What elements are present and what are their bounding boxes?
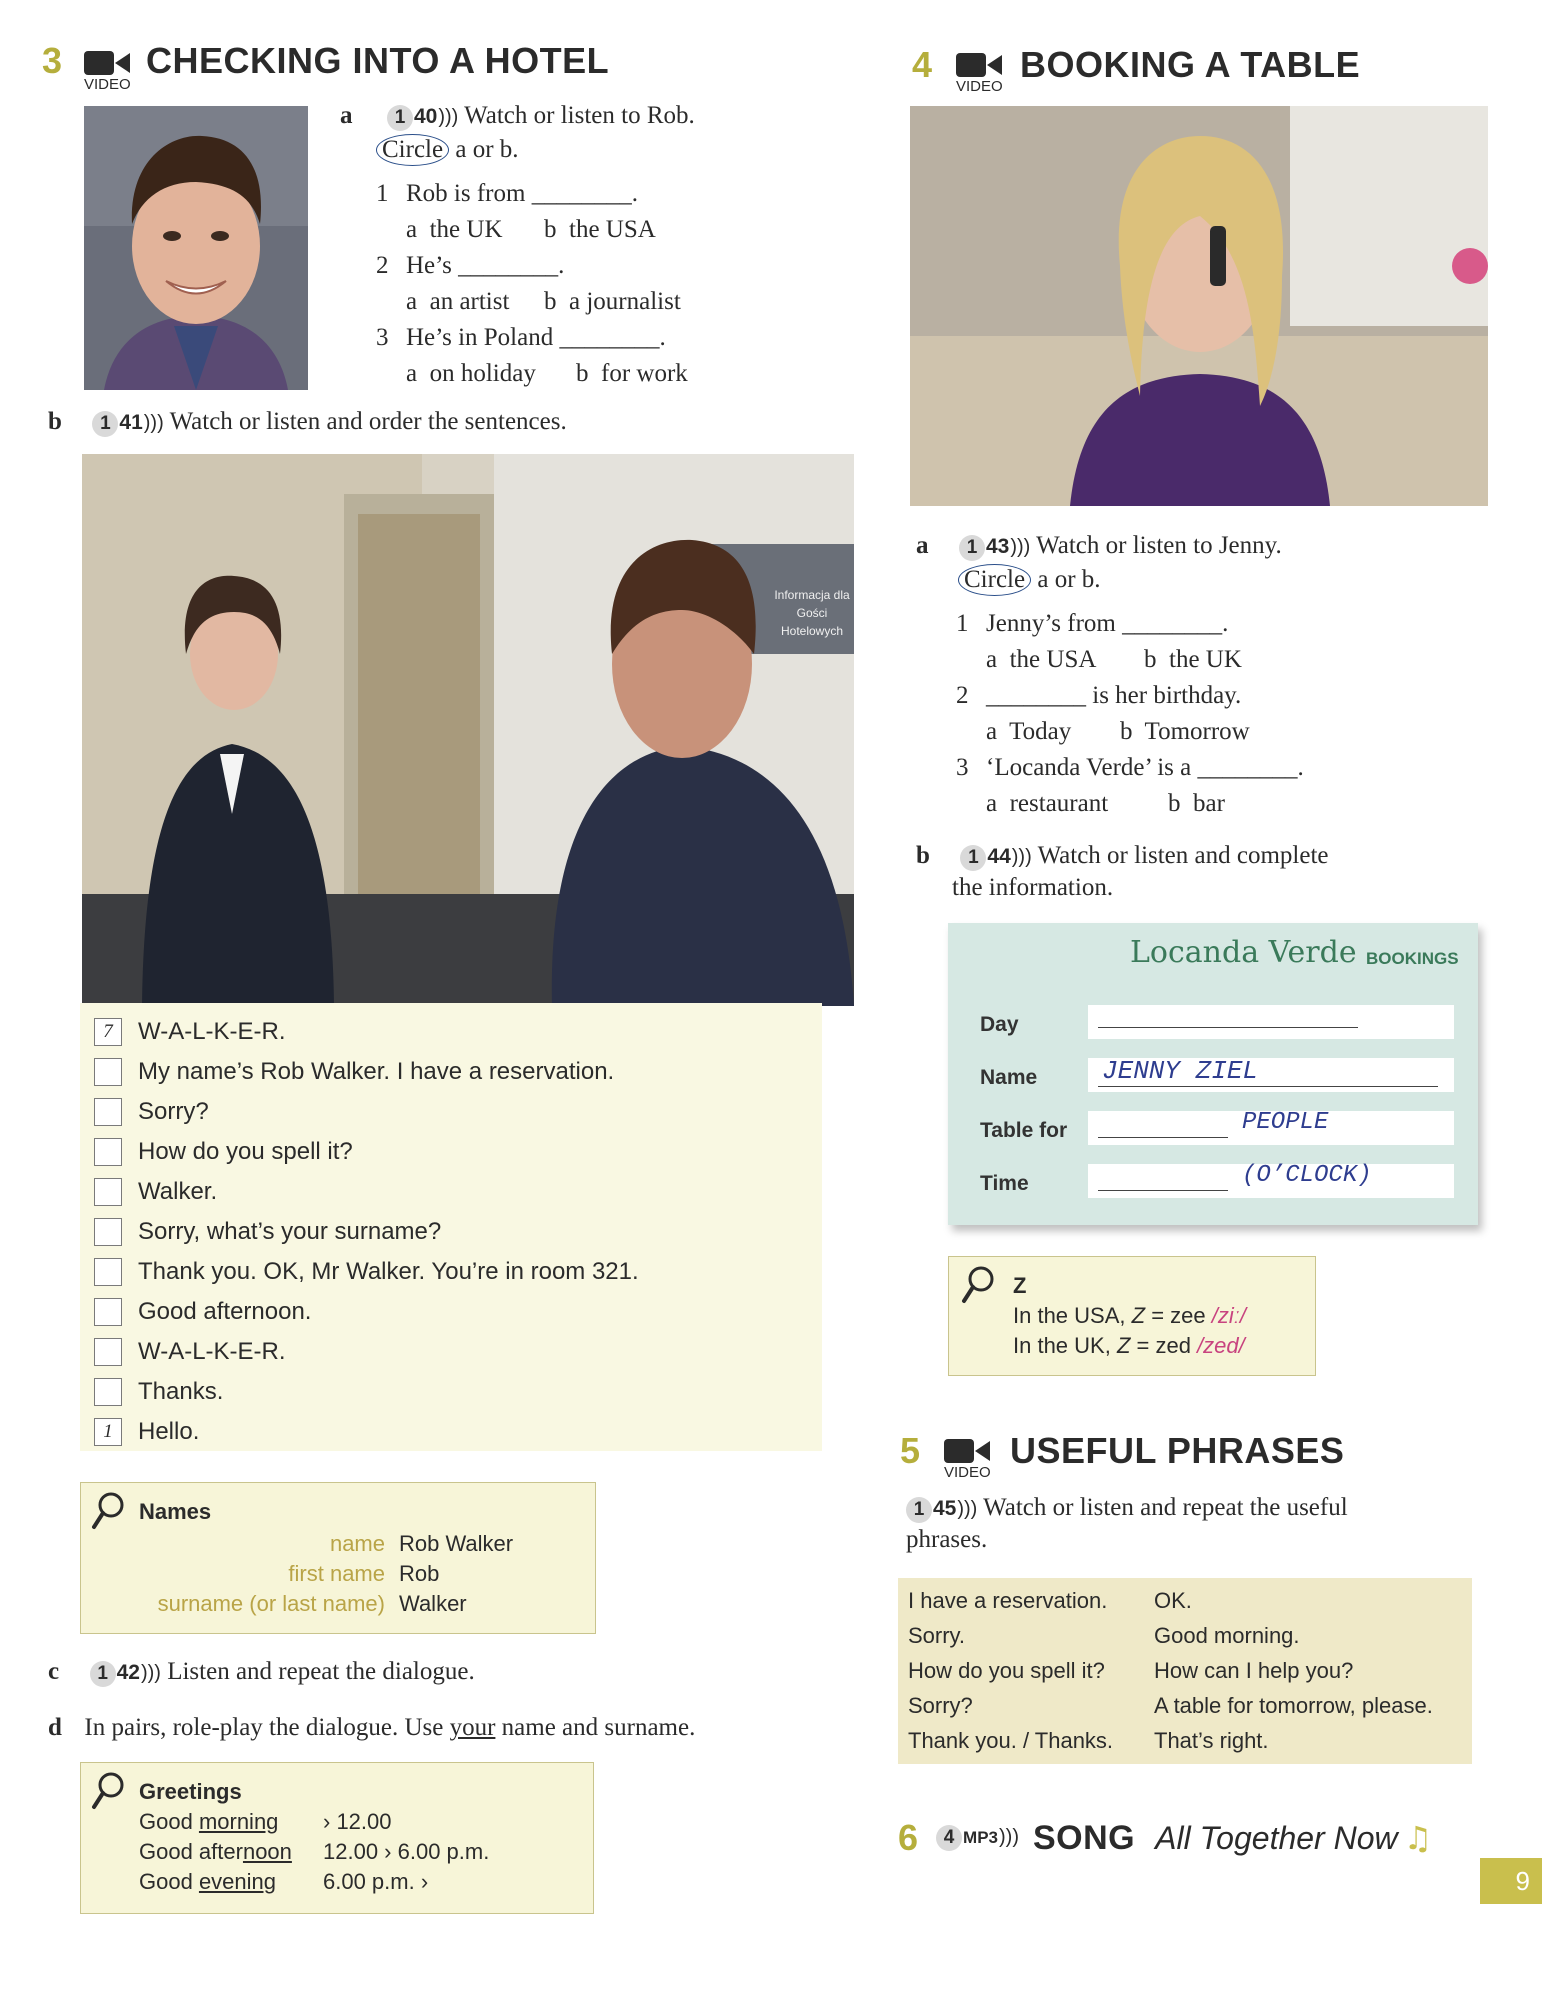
sign-line: Hotelowych xyxy=(780,624,844,638)
option-b[interactable]: b Tomorrow xyxy=(1120,718,1250,745)
phrase-right: A table for tomorrow, please. xyxy=(1154,1693,1433,1718)
note-title: Names xyxy=(139,1499,212,1524)
exercise-4a xyxy=(916,528,1282,565)
phrase-right: That’s right. xyxy=(1154,1728,1269,1753)
exercise-letter: b xyxy=(48,408,62,435)
order-checkbox[interactable] xyxy=(94,1298,122,1326)
day-field[interactable] xyxy=(1088,1005,1454,1039)
audio-waves-icon: ))) xyxy=(999,1826,1019,1848)
track-number: 43 xyxy=(986,535,1010,558)
greeting-underlined: noon xyxy=(242,1839,292,1864)
audio-waves-icon: ))) xyxy=(438,106,459,128)
question-list xyxy=(956,606,1376,822)
greeting-time: 6.00 p.m. › xyxy=(323,1869,429,1894)
section-5-number: 5 xyxy=(900,1430,921,1471)
order-checkbox[interactable] xyxy=(94,1338,122,1366)
order-item xyxy=(94,1014,286,1050)
names-label: first name xyxy=(288,1561,385,1586)
order-text: Thanks. xyxy=(138,1378,224,1405)
question-number: 1 xyxy=(956,610,969,637)
greeting-pre: Good after xyxy=(139,1839,243,1864)
order-text: Hello. xyxy=(138,1418,200,1445)
order-text: Sorry? xyxy=(138,1098,209,1125)
order-checkbox[interactable]: 7 xyxy=(94,1018,122,1046)
order-item xyxy=(94,1094,209,1130)
z-uk-line xyxy=(1013,1333,1245,1359)
order-item xyxy=(94,1334,286,1370)
music-note-icon: ♫ xyxy=(1403,1819,1433,1857)
magnifier-icon xyxy=(961,1265,995,1305)
circle-rest: a or b. xyxy=(1037,566,1101,593)
audio-track-badge[interactable] xyxy=(92,405,163,441)
track-number: 42 xyxy=(116,1661,140,1684)
exercise-letter: a xyxy=(340,102,353,129)
names-value: Rob xyxy=(399,1561,440,1586)
instruction: Watch or listen and repeat the useful xyxy=(983,1494,1348,1521)
track-number: 44 xyxy=(987,845,1011,868)
phrase-right: Good morning. xyxy=(1154,1623,1300,1648)
order-item xyxy=(94,1174,217,1210)
song-name: All Together Now xyxy=(1155,1819,1398,1856)
exercise-letter: a xyxy=(916,532,929,559)
exercise-letter: d xyxy=(48,1714,62,1741)
field-label: Day xyxy=(980,1013,1019,1036)
audio-waves-icon: ))) xyxy=(143,412,164,434)
order-checkbox[interactable] xyxy=(94,1098,122,1126)
exercise-letter: b xyxy=(916,842,930,869)
field-label: Table for xyxy=(980,1119,1068,1142)
track-number: 41 xyxy=(119,411,143,434)
question-text: ‘Locanda Verde’ is a ________. xyxy=(986,754,1304,781)
z-note xyxy=(948,1256,1316,1376)
order-checkbox[interactable] xyxy=(94,1378,122,1406)
order-text: W-A-L-K-E-R. xyxy=(138,1018,286,1045)
exercise-3a xyxy=(340,98,695,135)
time-suffix: (O’CLOCK) xyxy=(1242,1162,1372,1189)
video-label: VIDEO xyxy=(84,76,131,93)
question-number: 1 xyxy=(376,180,389,207)
question-number: 2 xyxy=(956,682,969,709)
sign-line: Gości xyxy=(796,606,828,620)
option-b[interactable]: b the UK xyxy=(1144,646,1242,673)
option-a[interactable]: a restaurant xyxy=(986,790,1109,817)
video-camera-icon xyxy=(944,1436,990,1466)
greeting-phrase xyxy=(139,1839,292,1865)
section-4-number: 4 xyxy=(912,44,933,85)
track-disc: 1 xyxy=(92,411,118,437)
exercise-3d xyxy=(48,1710,695,1746)
question-text: Jenny’s from ________. xyxy=(986,610,1229,637)
names-label: surname (or last name) xyxy=(157,1591,385,1616)
z-letter: Z xyxy=(1131,1303,1146,1328)
section-6-row xyxy=(898,1816,1432,1860)
section-3-number: 3 xyxy=(42,40,63,81)
instruction: Watch or listen and order the sentences. xyxy=(169,408,567,435)
video-camera-icon xyxy=(84,48,130,78)
circle-rest: a or b. xyxy=(455,136,519,163)
instruction: In pairs, role-play the dialogue. Use xyxy=(84,1714,450,1741)
exercise-3b xyxy=(48,404,567,441)
magnifier-icon xyxy=(91,1491,125,1531)
question-text: He’s in Poland ________. xyxy=(406,324,666,351)
track-disc: 1 xyxy=(387,105,413,131)
audio-waves-icon: ))) xyxy=(957,1498,978,1520)
instruction: Watch or listen to Jenny. xyxy=(1036,532,1282,559)
exercise-letter: c xyxy=(48,1658,60,1685)
audio-track-badge[interactable] xyxy=(959,529,1030,565)
order-item xyxy=(94,1294,311,1330)
option-b[interactable]: b the USA xyxy=(544,216,656,243)
order-item xyxy=(94,1134,353,1170)
magnifier-icon xyxy=(91,1771,125,1811)
order-checkbox[interactable] xyxy=(94,1138,122,1166)
greeting-phrase xyxy=(139,1869,276,1895)
greeting-phrase xyxy=(139,1809,278,1835)
circle-instruction xyxy=(958,562,1101,598)
order-checkbox[interactable]: 1 xyxy=(94,1418,122,1446)
phrase-left: Thank you. / Thanks. xyxy=(908,1728,1114,1753)
track-number: 45 xyxy=(933,1497,957,1520)
order-checkbox[interactable] xyxy=(94,1258,122,1286)
question-number: 2 xyxy=(376,252,389,279)
order-checkbox[interactable] xyxy=(94,1178,122,1206)
jenny-photo xyxy=(910,106,1488,506)
order-text: W-A-L-K-E-R. xyxy=(138,1338,286,1365)
video-label: VIDEO xyxy=(956,78,1003,95)
names-value: Walker xyxy=(399,1591,467,1616)
order-item xyxy=(94,1054,614,1090)
order-text: Good afternoon. xyxy=(138,1298,312,1325)
z-text: In the UK, xyxy=(1013,1333,1117,1358)
phrase-right: OK. xyxy=(1154,1588,1192,1613)
question-number: 3 xyxy=(956,754,969,781)
z-letter: Z xyxy=(1116,1333,1131,1358)
z-text: In the USA, xyxy=(1013,1303,1132,1328)
hotel-reception-photo xyxy=(82,454,854,1006)
name-value: JENNY ZIEL xyxy=(1102,1056,1259,1086)
phrase-left: Sorry. xyxy=(908,1623,966,1648)
order-checkbox[interactable] xyxy=(94,1218,122,1246)
track-number: 40 xyxy=(414,105,438,128)
track-disc: 1 xyxy=(959,535,985,561)
order-text: Sorry, what’s your surname? xyxy=(138,1218,442,1245)
instruction-continued: the information. xyxy=(952,874,1114,901)
names-note xyxy=(80,1482,596,1634)
order-item xyxy=(94,1254,639,1290)
greeting-time: › 12.00 xyxy=(323,1809,392,1834)
song-title-label: SONG xyxy=(1032,1818,1136,1857)
circle-instruction xyxy=(376,132,519,168)
instruction: name and surname. xyxy=(495,1714,696,1741)
option-a[interactable]: a Today xyxy=(986,718,1072,745)
note-title: Greetings xyxy=(139,1779,242,1804)
page-number: 9 xyxy=(1480,1858,1542,1904)
question-text: He’s ________. xyxy=(406,252,565,279)
track-disc: 4 xyxy=(936,1825,962,1851)
order-item xyxy=(94,1214,441,1250)
phrase-left: I have a reservation. xyxy=(908,1588,1108,1613)
bookings-label: BOOKINGS xyxy=(1366,949,1459,968)
restaurant-name: Locanda Verde xyxy=(1130,935,1357,970)
track-disc: 1 xyxy=(906,1497,932,1523)
section-3-title: CHECKING INTO A HOTEL xyxy=(146,40,610,81)
hotel-info-sign xyxy=(772,586,852,640)
name-field[interactable] xyxy=(1088,1058,1454,1092)
greeting-time: 12.00 › 6.00 p.m. xyxy=(323,1839,490,1864)
option-a[interactable]: a the USA xyxy=(986,646,1097,673)
section-4-title: BOOKING A TABLE xyxy=(1020,44,1361,85)
order-item xyxy=(94,1414,199,1450)
section-6-number: 6 xyxy=(898,1817,919,1858)
section-5-title: USEFUL PHRASES xyxy=(1010,1430,1345,1471)
instruction-underlined: your xyxy=(449,1714,496,1741)
audio-track-badge[interactable] xyxy=(387,99,458,135)
question-text: ________ is her birthday. xyxy=(986,682,1242,709)
video-camera-icon xyxy=(956,50,1002,80)
z-ipa: /ziː/ xyxy=(1211,1303,1246,1328)
greeting-pre: Good xyxy=(139,1809,199,1834)
option-b[interactable]: b for work xyxy=(576,360,688,387)
names-label: name xyxy=(329,1531,385,1556)
greeting-underlined: morning xyxy=(198,1809,279,1834)
z-text: = zee xyxy=(1145,1303,1212,1328)
question-text: Rob is from ________. xyxy=(406,180,638,207)
option-b[interactable]: b bar xyxy=(1168,790,1225,817)
option-a[interactable]: a on holiday xyxy=(406,360,536,387)
question-number: 3 xyxy=(376,324,389,351)
z-text: = zed xyxy=(1130,1333,1198,1358)
greeting-underlined: evening xyxy=(198,1869,277,1894)
field-label: Name xyxy=(980,1066,1038,1089)
audio-track-badge[interactable] xyxy=(90,1655,161,1691)
sign-line: Informacja dla xyxy=(774,588,850,602)
instruction-continued: phrases. xyxy=(906,1526,988,1553)
order-text: How do you spell it? xyxy=(138,1138,353,1165)
video-label: VIDEO xyxy=(944,1464,991,1481)
audio-track-badge[interactable] xyxy=(936,1825,1019,1851)
circled-word: Circle xyxy=(376,134,449,166)
option-a[interactable]: a the UK xyxy=(406,216,503,243)
table-for-field[interactable] xyxy=(1088,1111,1454,1145)
booking-card xyxy=(948,923,1478,1225)
phrase-left: Sorry? xyxy=(908,1693,973,1718)
useful-phrases-table xyxy=(898,1578,1472,1764)
audio-waves-icon: ))) xyxy=(1010,536,1031,558)
audio-waves-icon: ))) xyxy=(1011,846,1032,868)
z-ipa: /zed/ xyxy=(1197,1333,1245,1358)
instruction: Watch or listen to Rob. xyxy=(464,102,695,129)
audio-waves-icon: ))) xyxy=(140,1662,161,1684)
exercise-3c xyxy=(48,1654,475,1691)
phrase-left: How do you spell it? xyxy=(908,1658,1105,1683)
question-list xyxy=(376,176,776,392)
order-text: My name’s Rob Walker. I have a reservation. xyxy=(138,1058,615,1085)
note-title: Z xyxy=(1013,1273,1027,1298)
instruction: Watch or listen and complete xyxy=(1037,842,1329,869)
table-for-suffix: PEOPLE xyxy=(1242,1109,1329,1136)
greeting-pre: Good xyxy=(139,1869,199,1894)
track-disc: 1 xyxy=(960,845,986,871)
order-sentences-box xyxy=(80,1003,822,1451)
greetings-note xyxy=(80,1762,594,1914)
option-a[interactable]: a an artist xyxy=(406,288,510,315)
field-label: Time xyxy=(980,1172,1029,1195)
circled-word: Circle xyxy=(958,564,1031,596)
option-b[interactable]: b a journalist xyxy=(544,288,681,315)
order-item xyxy=(94,1374,223,1410)
z-usa-line xyxy=(1013,1303,1246,1329)
rob-photo xyxy=(84,106,308,390)
order-text: Thank you. OK, Mr Walker. You’re in room 321. xyxy=(138,1258,639,1285)
order-checkbox[interactable] xyxy=(94,1058,122,1086)
order-text: Walker. xyxy=(138,1178,218,1205)
phrase-right: How can I help you? xyxy=(1154,1658,1354,1683)
names-value: Rob Walker xyxy=(399,1531,514,1556)
track-disc: 1 xyxy=(90,1661,116,1687)
track-label: MP3 xyxy=(963,1828,998,1847)
instruction: Listen and repeat the dialogue. xyxy=(167,1658,475,1685)
time-field[interactable] xyxy=(1088,1164,1454,1198)
